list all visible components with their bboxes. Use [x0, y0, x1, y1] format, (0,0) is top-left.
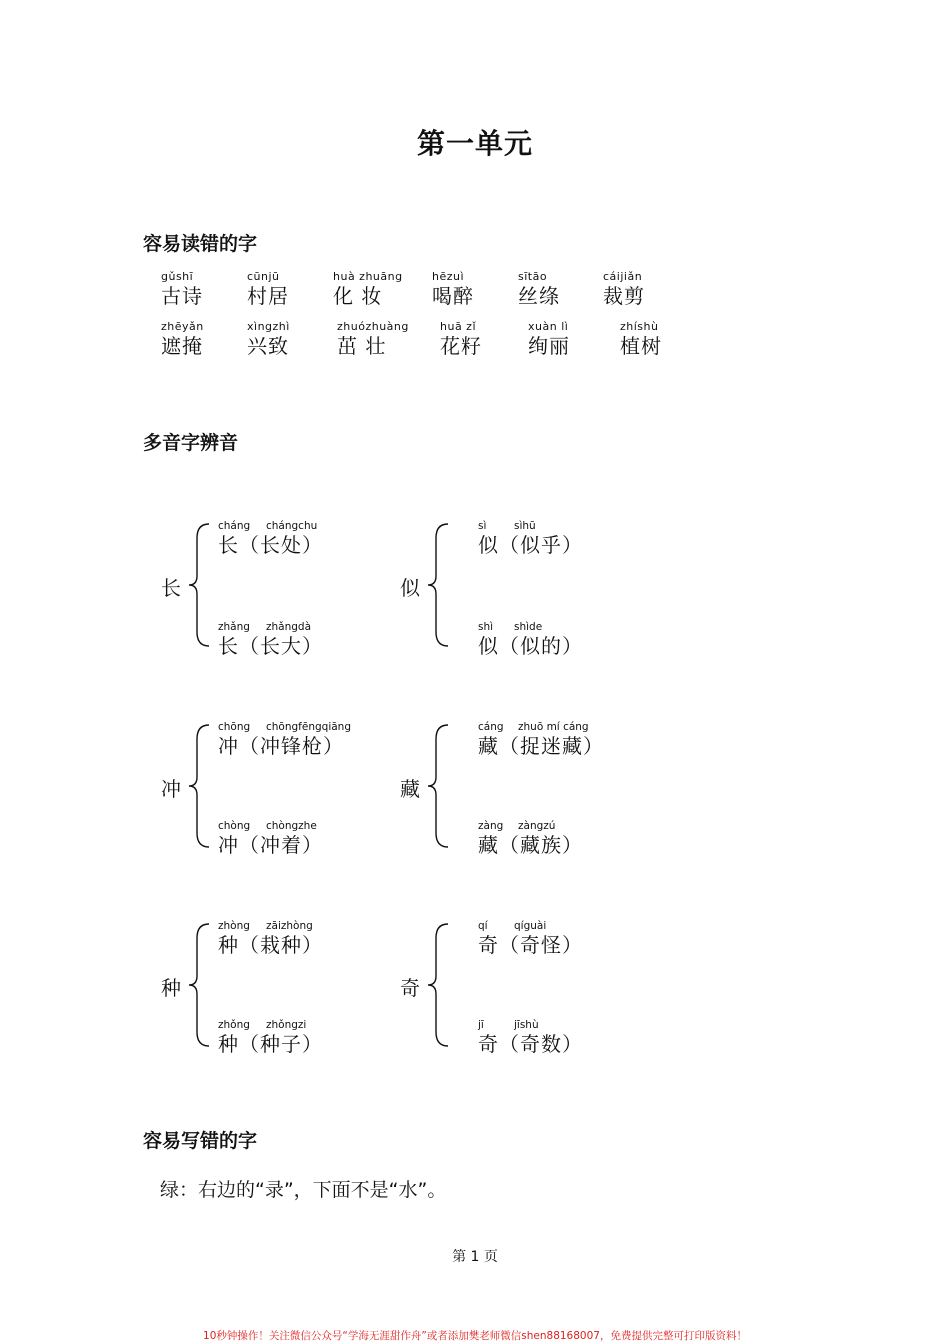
hanzi: 藏（藏族） — [478, 833, 583, 857]
pinyin: cháng — [218, 520, 251, 532]
polyphone-entry — [478, 920, 583, 957]
polyphone-entry — [218, 621, 323, 658]
brace-icon — [424, 920, 454, 1050]
pinyin: sì — [478, 520, 487, 532]
pinyin: huà zhuāng — [333, 270, 403, 283]
polyphone-group — [143, 918, 403, 1058]
word-item — [161, 319, 261, 358]
pinyin: sìhū — [514, 520, 536, 532]
polyphone-group — [382, 918, 642, 1058]
hanzi: 兴致 — [247, 334, 289, 358]
page-number: 第 1 页 — [452, 1249, 498, 1265]
pinyin: chòng — [218, 820, 251, 832]
pinyin: zhǒngzi — [266, 1019, 307, 1031]
hanzi: 奇（奇数） — [478, 1032, 583, 1056]
polyphone-entry — [478, 721, 604, 758]
polyphone-group — [143, 719, 403, 859]
section-heading-misread: 容易读错的字 — [143, 233, 258, 255]
hanzi: 长（长大） — [218, 634, 323, 658]
hanzi: 冲（冲锋枪） — [218, 734, 344, 758]
polyphone-group — [143, 518, 403, 658]
word-item — [440, 319, 540, 358]
section-heading-polyphone: 多音字辨音 — [143, 432, 239, 454]
word-item — [528, 319, 628, 358]
hanzi: 藏（捉迷藏） — [478, 734, 604, 758]
pinyin: sītāo — [518, 270, 548, 283]
hanzi: 冲（冲着） — [218, 833, 323, 857]
word-item — [161, 269, 261, 308]
polyphone-entry — [478, 820, 583, 857]
pinyin: zhuō mí cáng — [518, 721, 589, 733]
polyphone-entry — [218, 721, 351, 758]
pinyin: jī — [478, 1019, 484, 1031]
polyphone-char: 奇 — [400, 976, 420, 1000]
brace-icon — [185, 721, 215, 851]
pinyin: zhǎng — [218, 621, 250, 633]
pinyin: cūnjū — [247, 270, 280, 283]
pinyin: zhēyǎn — [161, 320, 204, 333]
hanzi: 种（栽种） — [218, 933, 323, 957]
pinyin: shì — [478, 621, 494, 633]
hanzi: 花籽 — [440, 334, 482, 358]
footer-notice: 10秒钟操作！关注微信公众号“学海无涯甜作舟”或者添加樊老师微信shen88168007，免费提供完整可打印版资料！ — [203, 1330, 747, 1342]
pinyin: qíguài — [514, 920, 547, 932]
pinyin: zàng — [478, 820, 504, 832]
pinyin: chōng — [218, 721, 251, 733]
polyphone-entry — [478, 621, 583, 658]
word-item — [333, 269, 433, 308]
pinyin: chòngzhe — [266, 820, 317, 832]
polyphone-char: 冲 — [161, 777, 181, 801]
hanzi: 奇（奇怪） — [478, 933, 583, 957]
pinyin: chángchu — [266, 520, 318, 532]
page-title: 第一单元 — [416, 127, 533, 160]
pinyin: xìngzhì — [247, 320, 290, 333]
word-item — [247, 319, 347, 358]
hanzi: 长（长处） — [218, 533, 323, 557]
word-item — [603, 269, 703, 308]
miswrite-note: 绿：右边的“录”，下面不是“水”。 — [160, 1179, 447, 1201]
brace-icon — [424, 520, 454, 650]
polyphone-entry — [218, 820, 323, 857]
pinyin: huā zǐ — [440, 320, 477, 333]
brace-icon — [185, 920, 215, 1050]
section-heading-miswrite: 容易写错的字 — [143, 1130, 258, 1152]
polyphone-entry — [218, 920, 323, 957]
hanzi: 似（似乎） — [478, 533, 583, 557]
brace-icon — [185, 520, 215, 650]
pinyin: cáijiǎn — [603, 270, 643, 283]
brace-icon — [424, 721, 454, 851]
hanzi: 化 妆 — [333, 284, 383, 308]
hanzi: 喝醉 — [432, 284, 474, 308]
polyphone-group — [382, 518, 642, 658]
pinyin: jīshù — [514, 1019, 539, 1031]
polyphone-char: 种 — [161, 976, 181, 1000]
pinyin: xuàn lì — [528, 320, 569, 333]
hanzi: 裁剪 — [603, 284, 645, 308]
pinyin: zhuózhuàng — [337, 320, 409, 333]
word-item — [337, 319, 437, 358]
word-item — [432, 269, 532, 308]
pinyin: zhǎngdà — [266, 621, 312, 633]
hanzi: 种（种子） — [218, 1032, 323, 1056]
hanzi: 植树 — [620, 334, 662, 358]
pinyin: zhòng — [218, 920, 250, 932]
polyphone-char: 藏 — [400, 777, 420, 801]
pinyin: hēzuì — [432, 270, 465, 283]
polyphone-char: 长 — [161, 576, 181, 600]
hanzi: 丝绦 — [518, 284, 560, 308]
polyphone-char: 似 — [400, 576, 420, 600]
polyphone-group — [382, 719, 642, 859]
pinyin: qí — [478, 920, 488, 932]
polyphone-entry — [218, 520, 323, 557]
pinyin: zāizhòng — [266, 920, 313, 932]
pinyin: zhǒng — [218, 1019, 250, 1031]
pinyin: chōngfēngqiāng — [266, 721, 351, 733]
word-item — [620, 319, 720, 358]
hanzi: 绚丽 — [528, 334, 570, 358]
hanzi: 遮掩 — [161, 334, 203, 358]
pinyin: gǔshī — [161, 270, 194, 283]
pinyin: zhíshù — [620, 320, 659, 333]
hanzi: 古诗 — [161, 284, 203, 308]
hanzi: 似（似的） — [478, 634, 583, 658]
pinyin: cáng — [478, 721, 504, 733]
polyphone-entry — [478, 1019, 583, 1056]
pinyin: zàngzú — [518, 820, 556, 832]
hanzi: 茁 壮 — [337, 334, 387, 358]
polyphone-entry — [478, 520, 583, 557]
hanzi: 村居 — [247, 284, 289, 308]
pinyin: shìde — [514, 621, 543, 633]
polyphone-entry — [218, 1019, 323, 1056]
word-item — [247, 269, 347, 308]
